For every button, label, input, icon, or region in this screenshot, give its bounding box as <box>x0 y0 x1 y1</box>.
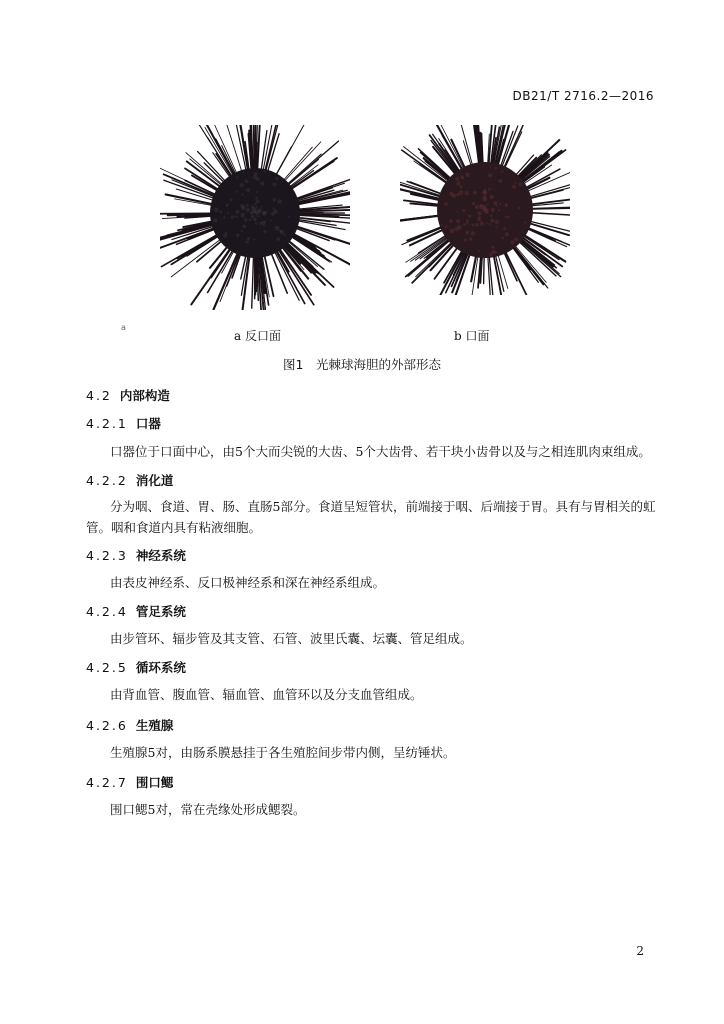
section-number: 4.2.3 <box>86 548 128 563</box>
section-text-4-2-4: 由步管环、辐步管及其支管、石管、波里氏囊、坛囊、管足组成。 <box>110 631 473 646</box>
section-heading-4-2-7 <box>86 773 173 791</box>
section-text-4-2-3: 由表皮神经系、反口极神经系和深在神经系组成。 <box>110 575 386 590</box>
sea-urchin-oral-image <box>400 125 570 295</box>
section-heading-4-2-1 <box>86 414 161 432</box>
section-number: 4.2.2 <box>86 473 128 488</box>
section-heading-4-2-6 <box>86 716 173 734</box>
section-title: 围口鳃 <box>135 775 174 790</box>
section-text-4-2-1: 口器位于口面中心，由5个大而尖锐的大齿、5个大齿骨、若干块小齿骨以及与之相连肌肉束组成。 <box>110 444 651 459</box>
section-number: 4.2.7 <box>86 775 128 790</box>
section-number: 4.2.4 <box>86 604 128 619</box>
section-title: 神经系统 <box>135 548 186 563</box>
figure-sublabel-b: b 口面 <box>454 329 490 343</box>
section-title: 口器 <box>135 416 161 431</box>
figure-small-mark: a <box>121 323 126 332</box>
section-number: 4.2.5 <box>86 660 128 675</box>
section-number: 4.2.1 <box>86 416 128 431</box>
section-title: 消化道 <box>135 473 174 488</box>
section-text-4-2-5: 由背血管、腹血管、辐血管、血管环以及分支血管组成。 <box>110 687 423 702</box>
section-title: 循环系统 <box>135 660 186 675</box>
section-heading-4-2-2 <box>86 471 173 489</box>
section-text-4-2-2: 分为咽、食道、胃、肠、直肠5部分。食道呈短管状，前端接于咽、后端接于胃。具有与胃相关的虹管。咽和食道内具有粘液细胞。 <box>86 499 656 535</box>
sea-urchin-aboral-image <box>160 125 350 310</box>
page-number: 2 <box>636 944 644 958</box>
section-title: 内部构造 <box>119 388 170 403</box>
section-text-4-2-7: 围口鳃5对，常在壳缘处形成鳃裂。 <box>110 802 306 817</box>
section-number: 4.2 <box>86 388 112 403</box>
section-title: 管足系统 <box>135 604 186 619</box>
figure-sublabel-a: a 反口面 <box>234 329 281 343</box>
section-heading-4-2-4 <box>86 602 186 620</box>
section-text-4-2-6: 生殖腺5对，由肠系膜悬挂于各生殖腔间步带内侧，呈纺锤状。 <box>110 745 456 760</box>
section-heading-4-2 <box>86 386 170 404</box>
section-title: 生殖腺 <box>135 718 174 733</box>
section-heading-4-2-5 <box>86 658 186 676</box>
section-number: 4.2.6 <box>86 718 128 733</box>
document-code: DB21/T 2716.2—2016 <box>512 89 654 103</box>
figure-caption: 图1 光棘球海胆的外部形态 <box>283 357 441 372</box>
section-heading-4-2-3 <box>86 546 186 564</box>
